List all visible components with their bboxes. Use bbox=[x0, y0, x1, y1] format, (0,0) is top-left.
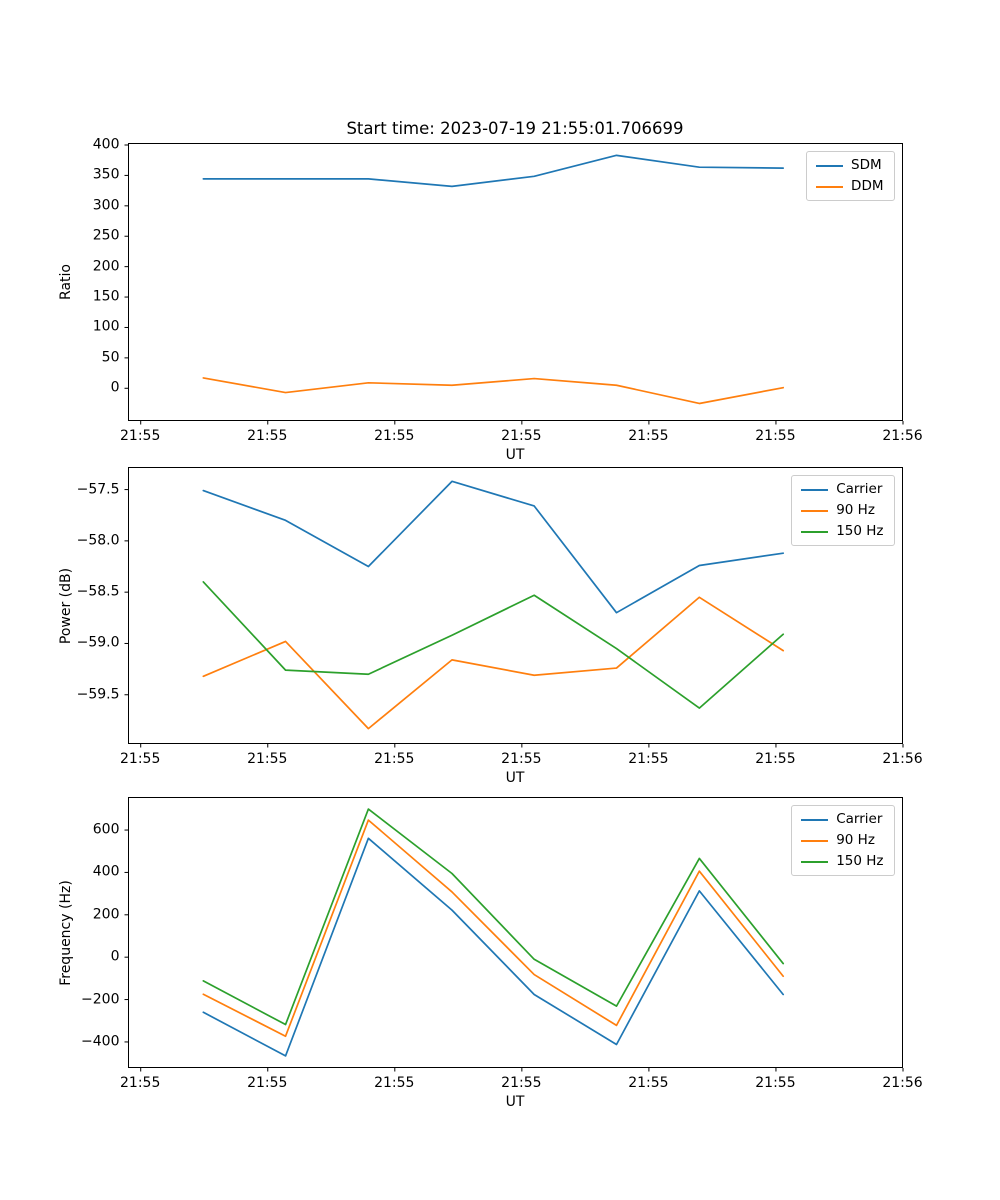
figure-title: Start time: 2023-07-19 21:55:01.706699 bbox=[346, 119, 684, 138]
axes-frame bbox=[128, 798, 902, 1068]
y-tick-label: 250 bbox=[92, 227, 120, 244]
axes-frame bbox=[128, 144, 902, 421]
legend-line-sample bbox=[801, 510, 828, 512]
ratio-legend bbox=[806, 151, 894, 201]
legend-label: Carrier bbox=[836, 811, 883, 827]
x-tick-label: 21:55 bbox=[628, 428, 669, 444]
y-tick-label: −59.0 bbox=[76, 634, 120, 651]
power-x-axis-label: UT bbox=[505, 770, 525, 786]
legend-line-sample bbox=[801, 819, 828, 821]
legend-label: DDM bbox=[851, 178, 884, 194]
x-tick-label: 21:55 bbox=[247, 751, 288, 767]
series-line-sdm bbox=[203, 155, 783, 186]
y-tick-label: 600 bbox=[92, 821, 120, 838]
x-tick-label: 21:55 bbox=[501, 428, 542, 444]
frequency-legend bbox=[791, 805, 894, 876]
legend-line-sample bbox=[801, 489, 828, 491]
legend-line-sample bbox=[816, 165, 843, 167]
series-line-ddm bbox=[203, 378, 783, 404]
y-tick-label: 0 bbox=[110, 948, 120, 965]
x-tick-label: 21:55 bbox=[374, 1075, 415, 1091]
legend-line-sample bbox=[801, 840, 828, 842]
y-tick-label: −57.5 bbox=[76, 481, 120, 498]
legend-item bbox=[816, 179, 883, 194]
frequency-y-axis-label: Frequency (Hz) bbox=[57, 879, 74, 986]
y-tick-label: 350 bbox=[92, 166, 120, 183]
x-tick-label: 21:55 bbox=[120, 1075, 161, 1091]
y-tick-label: −200 bbox=[81, 991, 120, 1008]
legend-label: SDM bbox=[851, 157, 882, 173]
y-tick-label: 200 bbox=[92, 906, 120, 923]
ratio-plot-svg bbox=[128, 143, 903, 421]
x-tick-label: 21:55 bbox=[628, 1075, 669, 1091]
legend-item bbox=[801, 503, 883, 518]
x-tick-label: 21:55 bbox=[374, 751, 415, 767]
y-tick-label: 400 bbox=[92, 863, 120, 880]
legend-item bbox=[801, 833, 883, 848]
x-tick-label: 21:56 bbox=[882, 1075, 923, 1091]
x-tick-label: 21:55 bbox=[628, 751, 669, 767]
y-tick-label: 50 bbox=[101, 349, 120, 366]
y-tick-label: 400 bbox=[92, 136, 120, 153]
x-tick-label: 21:55 bbox=[120, 751, 161, 767]
legend-item bbox=[801, 812, 883, 827]
ratio-x-axis-label: UT bbox=[505, 447, 525, 463]
axes-frame bbox=[128, 468, 902, 744]
legend-line-sample bbox=[801, 861, 828, 863]
frequency-x-axis-label: UT bbox=[505, 1094, 525, 1110]
ratio-y-axis-label: Ratio bbox=[57, 264, 74, 300]
legend-line-sample bbox=[801, 531, 828, 533]
y-tick-label: 300 bbox=[92, 197, 120, 214]
x-tick-label: 21:55 bbox=[755, 751, 796, 767]
legend-label: 150 Hz bbox=[836, 523, 884, 539]
x-tick-label: 21:56 bbox=[882, 428, 923, 444]
y-tick-label: 200 bbox=[92, 258, 120, 275]
legend-label: Carrier bbox=[836, 481, 883, 497]
y-tick-label: 150 bbox=[92, 288, 120, 305]
y-tick-label: −59.5 bbox=[76, 686, 120, 703]
y-tick-label: −58.5 bbox=[76, 583, 120, 600]
x-tick-label: 21:55 bbox=[755, 1075, 796, 1091]
y-tick-label: 100 bbox=[92, 318, 120, 335]
y-tick-label: 0 bbox=[110, 379, 120, 396]
power-y-axis-label: Power (dB) bbox=[57, 567, 74, 644]
x-tick-label: 21:55 bbox=[247, 428, 288, 444]
x-tick-label: 21:55 bbox=[755, 428, 796, 444]
legend-item bbox=[801, 854, 883, 869]
power-legend bbox=[791, 475, 894, 546]
series-line-90-hz bbox=[203, 820, 783, 1036]
series-line-90-hz bbox=[203, 597, 783, 728]
legend-label: 150 Hz bbox=[836, 853, 884, 869]
x-tick-label: 21:55 bbox=[501, 1075, 542, 1091]
x-tick-label: 21:55 bbox=[120, 428, 161, 444]
x-tick-label: 21:56 bbox=[882, 751, 923, 767]
legend-item bbox=[801, 524, 883, 539]
y-tick-label: −400 bbox=[81, 1033, 120, 1050]
legend-item bbox=[801, 482, 883, 497]
x-tick-label: 21:55 bbox=[501, 751, 542, 767]
series-line-150-hz bbox=[203, 809, 783, 1024]
frequency-plot-svg bbox=[128, 797, 903, 1068]
x-tick-label: 21:55 bbox=[247, 1075, 288, 1091]
legend-item bbox=[816, 158, 883, 173]
series-line-carrier bbox=[203, 481, 783, 612]
subplot-power bbox=[57, 467, 923, 786]
legend-label: 90 Hz bbox=[836, 502, 875, 518]
legend-line-sample bbox=[816, 186, 843, 188]
x-tick-label: 21:55 bbox=[374, 428, 415, 444]
subplot-frequency bbox=[57, 797, 923, 1110]
subplot-ratio bbox=[57, 136, 923, 463]
legend-label: 90 Hz bbox=[836, 832, 875, 848]
power-plot-svg bbox=[128, 467, 903, 744]
y-tick-label: −58.0 bbox=[76, 532, 120, 549]
